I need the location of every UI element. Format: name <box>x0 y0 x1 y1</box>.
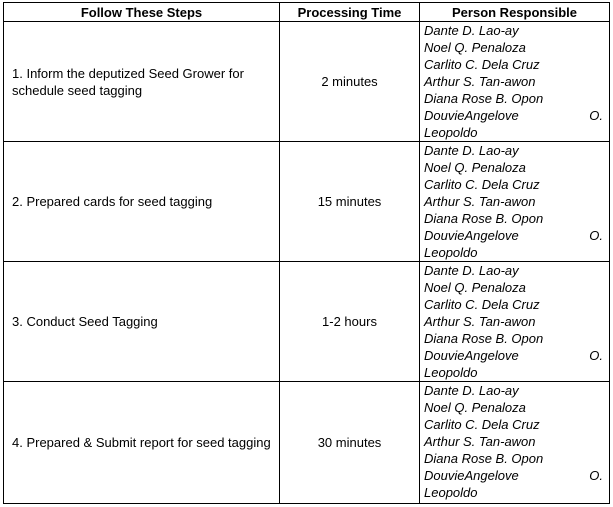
step-cell: 1. Inform the deputized Seed Grower for schedule seed tagging <box>4 22 280 142</box>
person-name: Diana Rose B. Opon <box>424 331 544 346</box>
person-name: Dante D. Lao-ay <box>424 383 519 398</box>
name-suffix: O. <box>589 468 603 483</box>
steps-table <box>3 2 610 504</box>
table-row <box>4 142 610 262</box>
person-name: Arthur S. Tan-awon <box>424 434 536 449</box>
step-cell: 4. Prepared & Submit report for seed tagging <box>4 382 280 504</box>
person-name: Carlito C. Dela Cruz <box>424 57 540 72</box>
person-name: Noel Q. Penaloza <box>424 280 526 295</box>
person-name: Dante D. Lao-ay <box>424 143 519 158</box>
person-name: Dante D. Lao-ay <box>424 23 519 38</box>
header-processing-time: Processing Time <box>280 3 420 22</box>
name-suffix: O. <box>589 108 603 123</box>
person-name: Diana Rose B. Opon <box>424 211 544 226</box>
persons-cell <box>420 142 610 262</box>
person-name-split <box>424 227 603 244</box>
time-cell: 2 minutes <box>280 22 420 142</box>
time-cell: 1-2 hours <box>280 262 420 382</box>
person-name: Diana Rose B. Opon <box>424 451 544 466</box>
person-name: DouvieAngelove <box>424 468 519 483</box>
person-name: Carlito C. Dela Cruz <box>424 177 540 192</box>
person-name: Carlito C. Dela Cruz <box>424 297 540 312</box>
person-name: Leopoldo <box>424 125 478 140</box>
person-name: Arthur S. Tan-awon <box>424 314 536 329</box>
person-name: Dante D. Lao-ay <box>424 263 519 278</box>
person-name: Arthur S. Tan-awon <box>424 74 536 89</box>
person-name: Noel Q. Penaloza <box>424 400 526 415</box>
person-name: Noel Q. Penaloza <box>424 40 526 55</box>
person-name: Arthur S. Tan-awon <box>424 194 536 209</box>
persons-cell <box>420 22 610 142</box>
header-row <box>4 3 610 22</box>
person-name: Noel Q. Penaloza <box>424 160 526 175</box>
person-name: DouvieAngelove <box>424 228 519 243</box>
step-cell: 2. Prepared cards for seed tagging <box>4 142 280 262</box>
persons-cell <box>420 382 610 504</box>
person-name-split <box>424 107 603 124</box>
name-suffix: O. <box>589 228 603 243</box>
person-name: Leopoldo <box>424 245 478 260</box>
header-steps: Follow These Steps <box>4 3 280 22</box>
header-person-responsible: Person Responsible <box>420 3 610 22</box>
table-row <box>4 22 610 142</box>
time-cell: 15 minutes <box>280 142 420 262</box>
person-name: Carlito C. Dela Cruz <box>424 417 540 432</box>
person-name: Diana Rose B. Opon <box>424 91 544 106</box>
person-name: DouvieAngelove <box>424 108 519 123</box>
person-name-split <box>424 467 603 484</box>
person-name: Leopoldo <box>424 485 478 500</box>
table-row <box>4 262 610 382</box>
name-suffix: O. <box>589 348 603 363</box>
person-name: DouvieAngelove <box>424 348 519 363</box>
time-cell: 30 minutes <box>280 382 420 504</box>
person-name-split <box>424 347 603 364</box>
persons-cell <box>420 262 610 382</box>
person-name: Leopoldo <box>424 365 478 380</box>
step-cell: 3. Conduct Seed Tagging <box>4 262 280 382</box>
table-row <box>4 382 610 504</box>
